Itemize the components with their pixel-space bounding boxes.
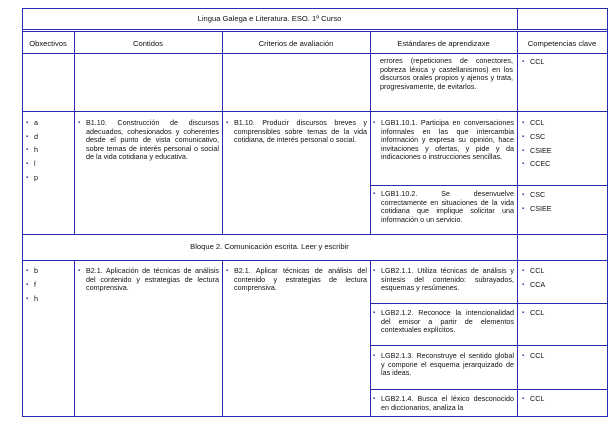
col-divider-1b (74, 260, 75, 416)
bloque-divider (22, 260, 608, 261)
col-divider-2b (222, 260, 223, 416)
title-right-divider (517, 8, 518, 29)
objetivo-item: ▪ h (34, 146, 38, 155)
objetivo-item: ▪ d (34, 133, 38, 142)
table-title: Lingua Galega e Literatura. ESO. 1º Curso (197, 14, 342, 23)
row0-estandar: errores (repeticiones de conectores, pobreza léxica y castellanismos) en los discursos orales propios y ajenos y trata, progresivamente, de evitarlos. (380, 56, 513, 91)
title-divider (22, 29, 608, 32)
header-criterios: Criterios de avaliación (258, 39, 334, 48)
row1-estandar-b: ▪ LGB1.10.2. Se desenvuelve correctamente en situaciones de la vida cotidiana que implique solicitar una información o un servicio. (381, 190, 514, 224)
row1-estandar-a: ▪ LGB1.10.1. Participa en conversaciones informales en las que intercambia información y expresa su opinión, hace invitaciones y ofertas, y pide y da indicaciones o instrucciones sencillas. (381, 119, 514, 162)
row2-estandar-2: ▪ LGB2.1.2. Reconoce la intencionalidad del emisor a partir de elementos contextuales explícitos. (381, 309, 514, 335)
header-estandares: Estándares de aprendizaxe (397, 39, 490, 48)
col-divider-4a (517, 32, 518, 234)
row0-divider (22, 111, 608, 112)
competencia-item: ▪ CSIEE (530, 205, 552, 214)
row1-criterio: ▪ B1.10. Producir discursos breves y comprensibles sobre temas de la vida cotidiana, de interés personal o social. (234, 119, 367, 145)
competencia-item: ▪ CSIEE (530, 147, 552, 156)
bloque-right-divider (517, 234, 518, 260)
row1-inner-divider (370, 185, 608, 186)
objetivo-item: ▪ p (34, 174, 38, 183)
row2-divider-3 (370, 389, 608, 390)
competencia-item: ▪ CCEC (530, 160, 550, 169)
header-competencias: Competencias clave (527, 39, 597, 48)
row2-estandar-3: ▪ LGB2.1.3. Reconstruye el sentido global y compone el esquema jerarquizado de las ideas. (381, 352, 514, 378)
table-border-bottom (22, 416, 608, 417)
row2-divider-1 (370, 303, 608, 304)
col-divider-1a (74, 32, 75, 234)
table-border-left (22, 8, 23, 416)
row1-divider (22, 234, 608, 235)
row2-contenido: ▪ B2.1. Aplicación de técnicas de análisis del contenido y estrategias de lectura comprensiva. (86, 267, 219, 293)
objetivo-item: ▪ f (34, 281, 36, 290)
row1-contenido: ▪ B1.10. Construcción de discursos adecuados, cohesionados y coherentes desde el punto de vista comunicativo, sobre temas de interés personal o social de la vida cotidiana y educativa. (86, 119, 219, 162)
row2-criterio: ▪ B2.1. Aplicar técnicas de análisis del contenido y estrategias de lectura comprensiva. (234, 267, 367, 293)
header-contenidos: Contidos (133, 39, 163, 48)
row0-competencia: ▪ CCL (530, 58, 544, 67)
header-divider (22, 53, 608, 54)
col-divider-4b (517, 260, 518, 416)
competencia-item: ▪ CCL (530, 395, 544, 404)
competencia-item: ▪ CCL (530, 119, 544, 128)
col-divider-3b (370, 260, 371, 416)
row2-divider-2 (370, 345, 608, 346)
bloque-heading: Bloque 2. Comunicación escrita. Leer y escribir (190, 242, 349, 251)
competencia-item: ▪ CCL (530, 267, 544, 276)
competencia-item: ▪ CCL (530, 309, 544, 318)
competencia-item: ▪ CCL (530, 352, 544, 361)
col-divider-2a (222, 32, 223, 234)
table-border-right (607, 8, 608, 416)
competencia-item: ▪ CSC (530, 191, 545, 200)
header-objetivos: Obxectivos (29, 39, 67, 48)
row2-estandar-4: ▪ LGB2.1.4. Busca el léxico desconocido en diccionarios, analiza la (381, 395, 514, 412)
table-border-top (22, 8, 608, 9)
objetivo-item: ▪ b (34, 267, 38, 276)
objetivo-item: ▪ a (34, 119, 38, 128)
col-divider-3a (370, 32, 371, 234)
competencia-item: ▪ CCA (530, 281, 545, 290)
row2-estandar-1: ▪ LGB2.1.1. Utiliza técnicas de análisis y síntesis del contenido: subrayados, esquemas y resúmenes. (381, 267, 514, 293)
objetivo-item: ▪ l (34, 160, 36, 169)
competencia-item: ▪ CSC (530, 133, 545, 142)
objetivo-item: ▪ h (34, 295, 38, 304)
